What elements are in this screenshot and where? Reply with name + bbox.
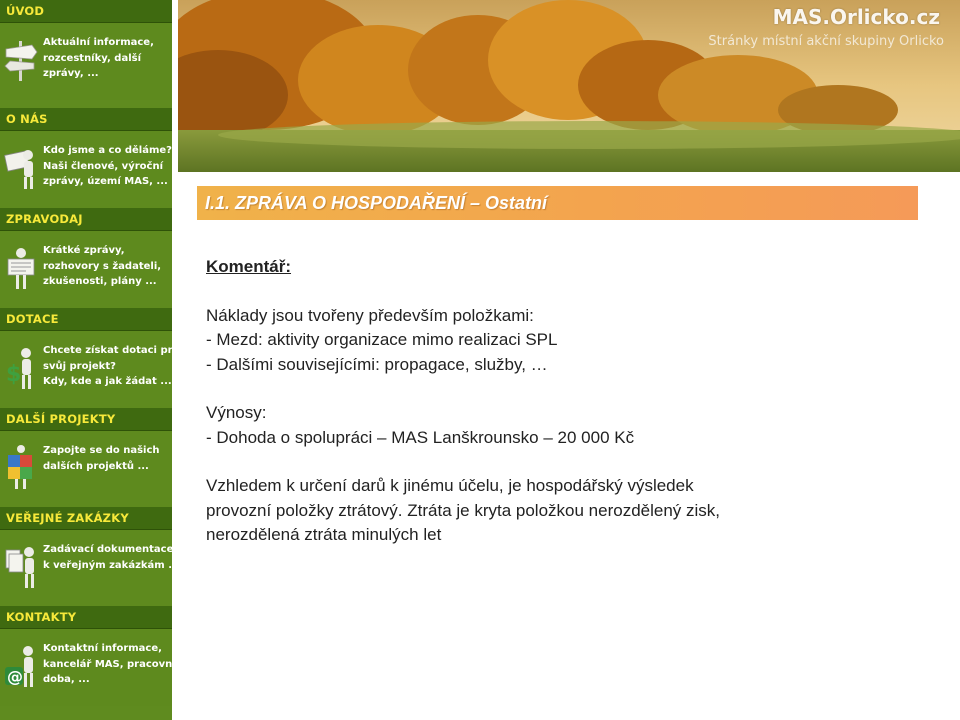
nav-section-kontakty[interactable] (0, 606, 176, 706)
nav-line[interactable]: zprávy, ... (43, 68, 99, 79)
content-line: Náklady jsou tvořeny především položkami: (206, 305, 534, 325)
nav-header[interactable] (0, 606, 172, 629)
content-line: Výnosy: (206, 403, 267, 422)
nav-body[interactable] (0, 131, 172, 208)
nav-title[interactable]: DALŠÍ PROJEKTY (6, 412, 116, 426)
nav-title[interactable]: O NÁS (6, 112, 48, 126)
documents-figure-icon[interactable] (4, 542, 38, 590)
spacer (206, 377, 926, 401)
signpost-icon[interactable] (4, 35, 38, 83)
nav-line[interactable]: Kdo jsme a co děláme? (43, 145, 172, 156)
content-line: - Mezd: aktivity organizace mimo realizaci SPL (206, 330, 558, 349)
nav-title[interactable]: ZPRAVODAJ (6, 212, 83, 226)
nav-header[interactable] (0, 408, 172, 431)
sidebar-nav (0, 0, 180, 720)
nav-title[interactable]: KONTAKTY (6, 610, 77, 624)
nav-line[interactable]: doba, ... (43, 674, 90, 685)
content-line: nerozdělená ztráta minulých let (206, 525, 442, 544)
content-line: - Dohoda o spolupráci – MAS Lanškrounsko – 20 000 Kč (206, 427, 635, 447)
comment-label: Komentář: (206, 257, 292, 276)
nav-header[interactable] (0, 208, 172, 231)
nav-line[interactable]: Kdy, kde a jak žádat ... (43, 376, 172, 387)
site-title[interactable]: MAS.Orlicko.cz (772, 5, 940, 29)
nav-title[interactable]: ÚVOD (6, 4, 45, 18)
nav-section-dotace[interactable] (0, 308, 180, 408)
content-line: provozní položky ztrátový. Ztráta je kryta položkou nerozdělený zisk, (206, 500, 721, 520)
money-figure-icon[interactable] (4, 343, 38, 391)
nav-line[interactable]: zprávy, území MAS, ... (43, 176, 168, 187)
nav-line[interactable]: Zapojte se do našich (43, 445, 160, 456)
nav-line[interactable]: kancelář MAS, pracovní (43, 658, 176, 670)
svg-text:@: @ (7, 667, 23, 686)
puzzle-figure-icon[interactable] (4, 443, 38, 491)
nav-header[interactable] (0, 308, 172, 331)
email-at-icon[interactable] (4, 641, 38, 689)
nav-body[interactable] (0, 23, 172, 100)
nav-section-dalsi-projekty[interactable] (0, 408, 172, 508)
nav-line[interactable]: Zadávací dokumentace (43, 544, 174, 555)
nav-body[interactable] (0, 629, 176, 706)
paper-figure-icon[interactable] (4, 143, 38, 191)
nav-line[interactable]: zkušenosti, plány ... (43, 276, 157, 287)
nav-body[interactable] (0, 231, 172, 308)
slide-title: I.1. ZPRÁVA O HOSPODAŘENÍ – Ostatní (205, 193, 548, 213)
spacer (206, 280, 926, 304)
nav-line[interactable]: rozcestníky, další (43, 52, 141, 64)
nav-section-o-nas[interactable] (0, 108, 172, 208)
nav-description[interactable] (43, 243, 169, 290)
content-line: - Dalšími souvisejícími: propagace, služby, … (206, 354, 548, 374)
nav-description[interactable] (43, 35, 169, 82)
nav-header[interactable] (0, 108, 172, 131)
content-line: Vzhledem k určení darů k jinému účelu, je hospodářský výsledek (206, 476, 694, 495)
nav-section-zpravodaj[interactable] (0, 208, 172, 308)
nav-body[interactable] (0, 530, 180, 607)
slide-title-bar (197, 186, 918, 220)
nav-line[interactable]: svůj projekt? (43, 360, 116, 372)
nav-section-verejne-zakazky[interactable] (0, 507, 180, 607)
nav-description[interactable] (43, 443, 169, 474)
nav-body[interactable] (0, 331, 180, 408)
nav-title[interactable]: DOTACE (6, 312, 59, 326)
nav-body[interactable] (0, 431, 172, 508)
nav-section-uvod[interactable] (0, 0, 172, 100)
nav-description[interactable] (43, 542, 180, 573)
nav-line[interactable]: rozhovory s žadateli, (43, 260, 162, 272)
nav-line[interactable]: Kontaktní informace, (43, 643, 162, 654)
nav-line[interactable]: Krátké zprávy, (43, 245, 125, 256)
newspaper-figure-icon[interactable] (4, 243, 38, 291)
nav-description[interactable] (43, 641, 176, 688)
svg-text:$: $ (6, 362, 22, 387)
header-banner (178, 0, 960, 172)
nav-title[interactable]: VEŘEJNÉ ZAKÁZKY (6, 511, 129, 525)
nav-line[interactable]: Aktuální informace, (43, 37, 154, 48)
nav-description[interactable] (43, 343, 180, 390)
nav-header[interactable] (0, 507, 172, 530)
nav-line[interactable]: k veřejným zakázkám ... (43, 559, 180, 571)
nav-header[interactable] (0, 0, 172, 23)
nav-line[interactable]: Chcete získat dotaci pro (43, 345, 180, 356)
slide-content (206, 255, 926, 548)
nav-line[interactable]: dalších projektů ... (43, 460, 149, 472)
nav-description[interactable] (43, 143, 172, 190)
nav-line[interactable]: Naši členové, výroční (43, 160, 163, 172)
spacer (206, 450, 926, 474)
site-subtitle: Stránky místní akční skupiny Orlicko (708, 34, 944, 49)
